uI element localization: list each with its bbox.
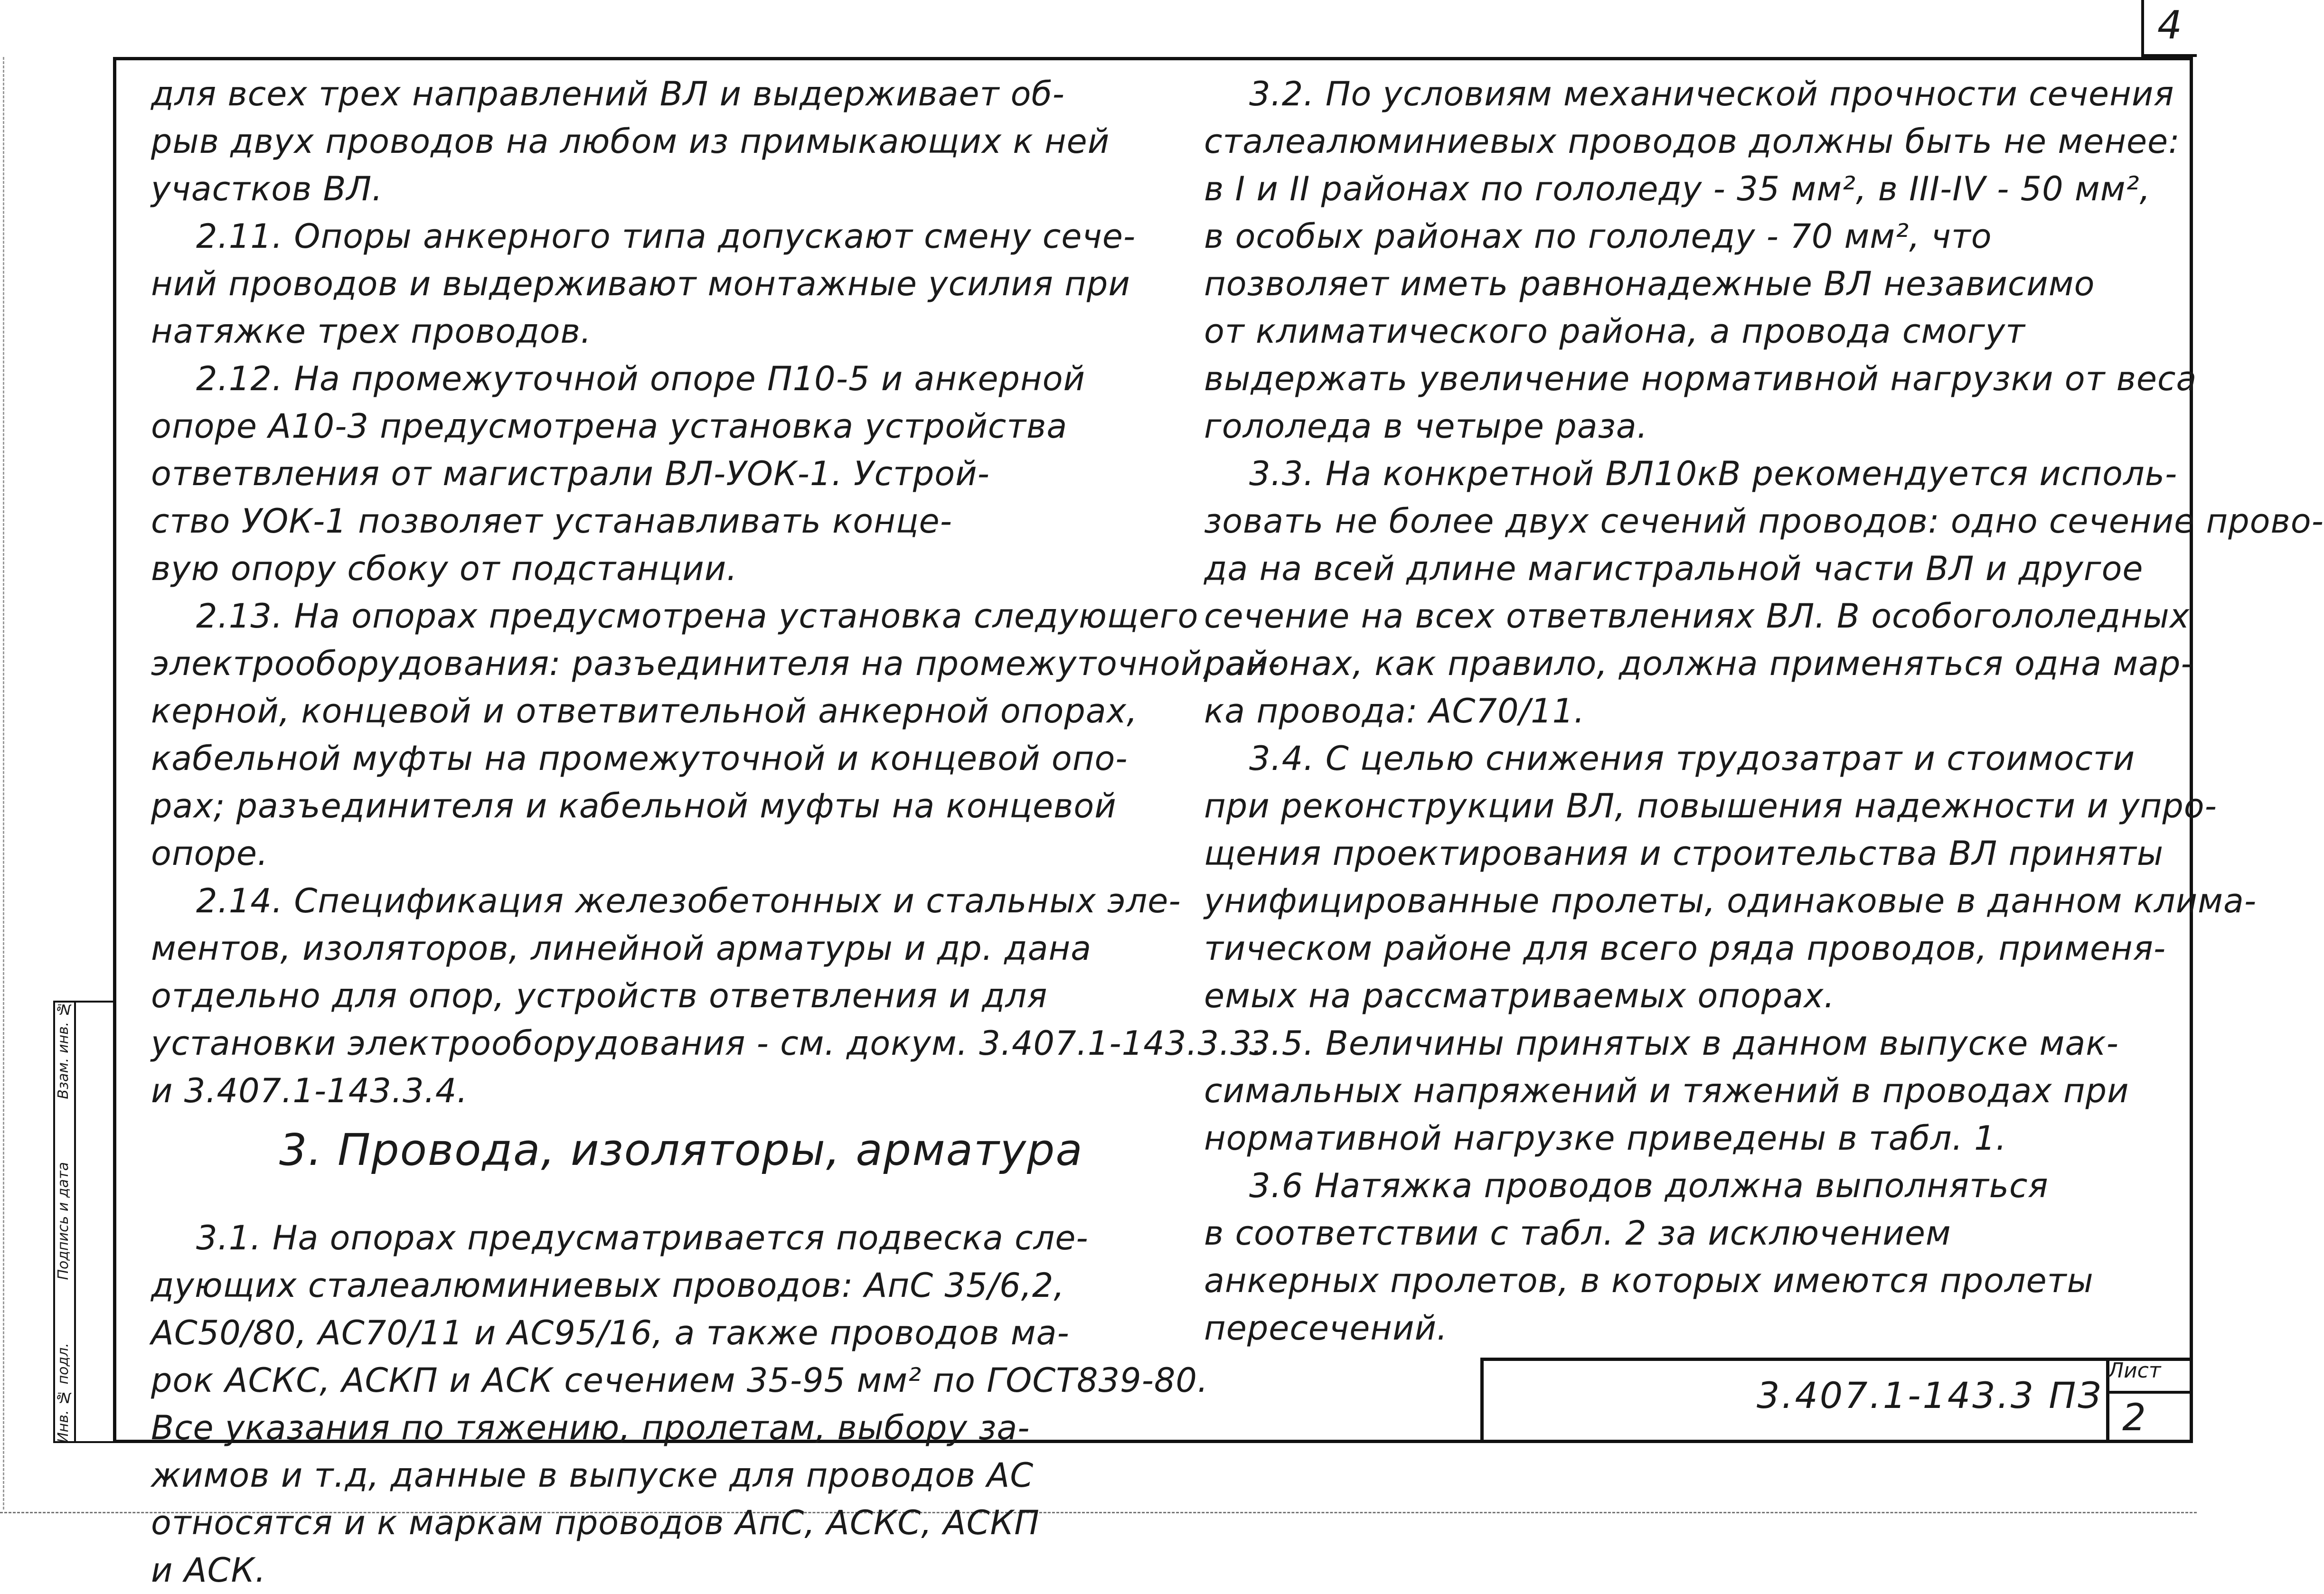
left-column-line: рах; разъединителя и кабельной муфты на концевой (151, 787, 1117, 825)
right-column-line: 3.5. Величины принятых в данном выпуске мак- (1249, 1024, 2119, 1063)
right-column-line: сечение на всех ответвлениях ВЛ. В особогололедных (1204, 597, 2190, 636)
left-column-after-lines (151, 1214, 1209, 1594)
left-column-line: 2.14. Спецификация железобетонных и стальных эле- (196, 881, 1181, 920)
right-column-line: от климатического района, а провода смогут (1204, 312, 2025, 351)
left-column-line: отдельно для опор, устройств ответвления и для (151, 976, 1048, 1015)
right-column-lines (1204, 70, 2324, 1352)
left-column-line: 2.11. Опоры анкерного типа допускают смену сече- (196, 217, 1136, 256)
left-column-line: ответвления от магистрали ВЛ-УОК-1. Устрой- (151, 454, 990, 493)
left-column-line: 2.12. На промежуточной опоре П10-5 и анкерной (196, 359, 1086, 398)
right-column-line: при реконструкции ВЛ, повышения надежности и упро- (1204, 787, 2217, 825)
left-column-line: установки электрооборудования - см. докум. 3.407.1-143.3.3. (151, 1024, 1263, 1063)
left-column-line: опоре. (151, 834, 269, 873)
right-column-line: 3.6 Натяжка проводов должна выполняться (1249, 1166, 2049, 1205)
sheet-box-divider (2106, 1391, 2193, 1394)
left-column-line: для всех трех направлений ВЛ и выдерживает об- (151, 75, 1065, 113)
right-column-line: нормативной нагрузке приведены в табл. 1. (1204, 1119, 2007, 1158)
right-column-line: в особых районах по гололеду - 70 мм², что (1204, 217, 1992, 256)
stamp-label-inv-no: Инв. № подл. (55, 1343, 72, 1443)
left-column-line: ний проводов и выдерживают монтажные усилия при (151, 264, 1130, 303)
scan-edge-left (3, 57, 4, 1510)
left-column-after-line: и АСК. (151, 1551, 266, 1590)
right-column-line: пересечений. (1204, 1309, 1448, 1348)
right-column-line: анкерных пролетов, в которых имеются пролеты (1204, 1261, 2094, 1300)
right-column-line: гололеда в четыре раза. (1204, 407, 1648, 446)
section-title: 3. Провода, изоляторы, арматура (279, 1125, 1083, 1175)
document-code: 3.407.1-143.3 ПЗ (1757, 1374, 2103, 1416)
left-column-after-line: жимов и т.д, данные в выпуске для проводов АС (151, 1456, 1034, 1495)
left-column (151, 70, 1280, 1594)
left-column-line: вую опору сбоку от подстанции. (151, 549, 738, 588)
right-column-line: в I и II районах по гололеду - 35 мм², в III-IV - 50 мм², (1204, 169, 2151, 208)
left-column-line: ментов, изоляторов, линейной арматуры и др. дана (151, 929, 1092, 968)
left-column-line: рыв двух проводов на любом из примыкающих к ней (151, 122, 1110, 161)
right-column-line: щения проектирования и строительства ВЛ приняты (1204, 834, 2164, 873)
right-column-line: 3.3. На конкретной ВЛ10кВ рекомендуется исполь- (1249, 454, 2178, 493)
right-column-line: районах, как правило, должна применяться одна мар- (1204, 644, 2193, 683)
left-column-after-line: рок АСКС, АСКП и АСК сечением 35-95 мм² по ГОСТ839-80. (151, 1361, 1209, 1400)
right-column-line: позволяет иметь равнонадежные ВЛ независимо (1204, 264, 2095, 303)
left-column-line: опоре А10-3 предусмотрена установка устройства (151, 407, 1068, 446)
left-column-line: и 3.407.1-143.3.4. (151, 1071, 468, 1110)
page-number: 4 (2157, 3, 2183, 48)
right-column-line: емых на рассматриваемых опорах. (1204, 976, 1835, 1015)
left-column-after-line: АС50/80, АС70/11 и АС95/16, а также проводов ма- (151, 1313, 1070, 1352)
left-column-after-line: относятся и к маркам проводов АпС, АСКС, АСКП (151, 1503, 1040, 1542)
left-column-line: 2.13. На опорах предусмотрена установка следующего (196, 597, 1199, 636)
side-stamp-field (76, 1001, 113, 1443)
left-column-line: кабельной муфты на промежуточной и концевой опо- (151, 739, 1128, 778)
right-column-line: симальных напряжений и тяжений в проводах при (1204, 1071, 2129, 1110)
right-column-line: 3.2. По условиям механической прочности сечения (1249, 75, 2174, 113)
right-column-line: в соответствии с табл. 2 за исключением (1204, 1214, 1951, 1253)
right-column-line: 3.4. С целью снижения трудозатрат и стоимости (1249, 739, 2136, 778)
left-column-lines (151, 70, 1280, 1115)
left-column-after-line: Все указания по тяжению, пролетам, выбору за- (151, 1408, 1030, 1447)
left-column-line: натяжке трех проводов. (151, 312, 592, 351)
right-column-line: да на всей длине магистральной части ВЛ и другое (1204, 549, 2144, 588)
left-column-line: керной, концевой и ответвительной анкерной опорах, (151, 692, 1138, 731)
sheet-number: 2 (2122, 1397, 2146, 1439)
left-column-after-line: 3.1. На опорах предусматривается подвеска сле- (196, 1219, 1089, 1257)
left-column-after-line: дующих сталеалюминиевых проводов: АпС 35/6,2, (151, 1266, 1065, 1305)
right-column-line: тическом районе для всего ряда проводов, применя- (1204, 929, 2166, 968)
right-column-line: выдержать увеличение нормативной нагрузки от веса (1204, 359, 2197, 398)
left-column-line: ство УОК-1 позволяет устанавливать конце- (151, 502, 952, 541)
right-column-line: ка провода: АС70/11. (1204, 692, 1585, 731)
stamp-label-signature: Подпись и дата (55, 1162, 72, 1280)
right-column-line: зовать не более двух сечений проводов: одно сечение прово- (1204, 502, 2324, 541)
right-column (1204, 70, 2324, 1352)
sheet-label: Лист (2108, 1359, 2161, 1383)
left-column-line: электрооборудования: разъединителя на промежуточной, ан- (151, 644, 1280, 683)
right-column-line: сталеалюминиевых проводов должны быть не менее: (1204, 122, 2180, 161)
right-column-line: унифицированные пролеты, одинаковые в данном клима- (1204, 881, 2257, 920)
stamp-label-replace-inv: Взам. инв. № (55, 1001, 72, 1099)
left-column-line: участков ВЛ. (151, 169, 383, 208)
side-stamp-labels (53, 1001, 76, 1443)
